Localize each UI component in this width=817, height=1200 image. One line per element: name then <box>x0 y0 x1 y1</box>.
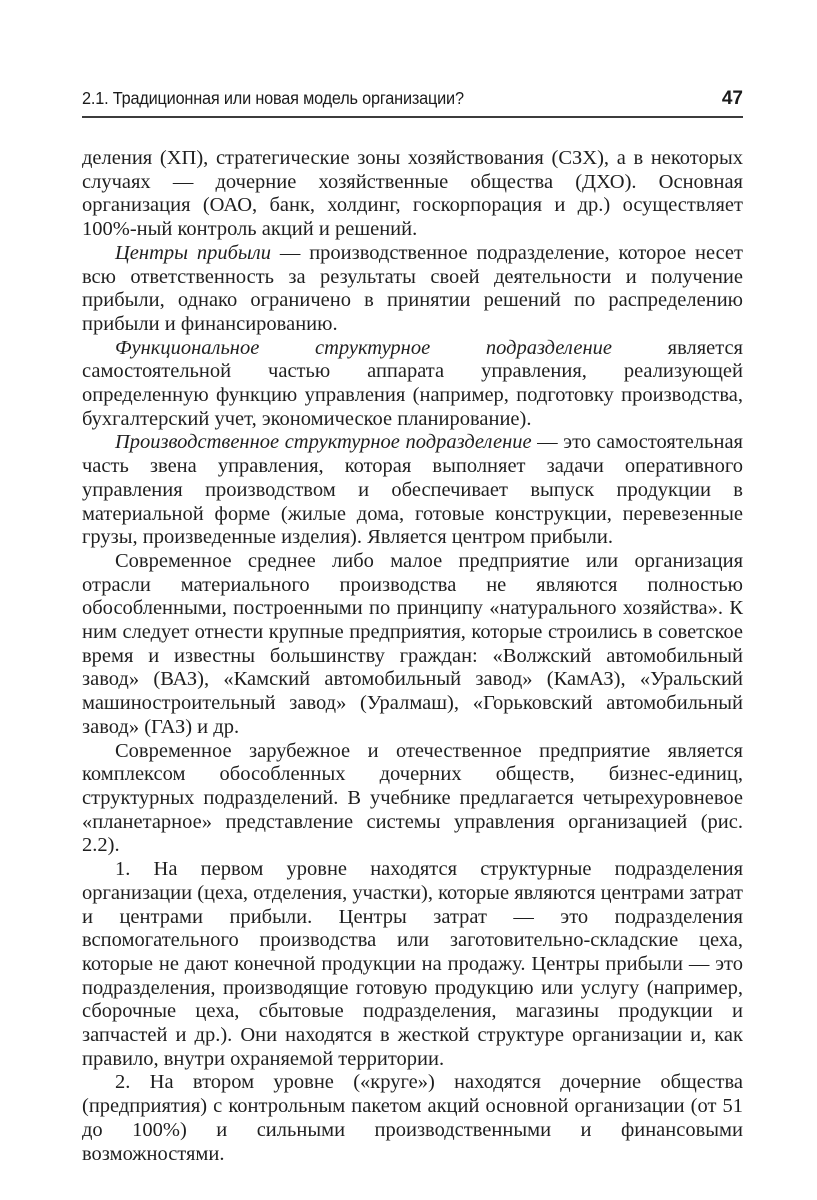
paragraph-lead: Функциональное структурное подразделение <box>115 336 612 359</box>
paragraph-text: является самостоятельной частью аппарата управления, реализующей определенную функцию управления (например, подготовку производства, бухгалтерский учет, экономическое планирование). <box>82 336 743 430</box>
paragraph <box>82 550 743 740</box>
paragraph-text: 1. На первом уровне находятся структурные подразделения организации (цеха, отделения, участки), которые являются центрами затрат и центрами прибыли. Центры затрат — это подразделения вспомогательного производства или заготовительно-складские цеха, которые не дают конечной продукции на продажу. Центры прибыли — это подразделения, производящие готовую продукцию или услугу (например, сборочные цеха, сбытовые подразделения, магазины продукции и запчастей и др.). Они находятся в жесткой структуре организации и, как правило, внутри охраняемой территории. <box>82 858 743 1070</box>
paragraph-lead: Производственное структурное подразделение <box>115 431 532 454</box>
running-header <box>82 88 743 118</box>
paragraph <box>82 740 743 859</box>
paragraph-text: — это самостоятельная часть звена управления, которая выполняет задачи оперативного управления производством и обеспечивает выпуск продукции в материальной форме (жилые дома, готовые конструкции, перевезенные грузы, произведенные изделия). Является центром прибыли. <box>82 431 743 549</box>
body-text <box>82 147 743 1166</box>
paragraph-lead: Центры прибыли <box>115 241 271 264</box>
paragraph-text: деления (ХП), стратегические зоны хозяйствования (СЗХ), а в некоторых случаях — дочерние хозяйственные общества (ДХО). Основная организация (ОАО, банк, холдинг, госкорпорация и др.) осуществляет 100%-ный контроль акций и решений. <box>82 147 743 241</box>
paragraph <box>82 1071 743 1166</box>
paragraph <box>82 242 743 337</box>
running-header-title: 2.1. Традиционная или новая модель организации? <box>82 88 464 108</box>
paragraph <box>82 147 743 242</box>
paragraph-text: 2. На втором уровне («круге») находятся дочерние общества (предприятия) с контрольным пакетом акций основной организации (от 51 до 100%) и сильными производственными и финансовыми возможностями. <box>82 1071 743 1165</box>
paragraph <box>82 337 743 432</box>
paragraph-text: Современное среднее либо малое предприятие или организация отрасли материального производства не являются полностью обособленными, построенными по принципу «натурального хозяйства». К ним следует отнести крупные предприятия, которые строились в советское время и известны большинству граждан: «Волжский автомобильный завод» (ВАЗ), «Камский автомобильный завод» (КамАЗ), «Уральский машиностроительный завод» (Уралмаш), «Горьковский автомобильный завод» (ГАЗ) и др. <box>82 549 743 738</box>
paragraph-text: — производственное подразделение, которое несет всю ответственность за результаты своей деятельности и получение прибыли, однако ограничено в принятии решений по распределению прибыли и финансированию. <box>82 241 743 335</box>
paragraph <box>82 858 743 1071</box>
paragraph <box>82 431 743 550</box>
page-number: 47 <box>721 88 743 109</box>
paragraph-text: Современное зарубежное и отечественное предприятие является комплексом обособленных дочерних обществ, бизнес-единиц, структурных подразделений. В учебнике предлагается четырехуровневое «планетарное» представление системы управления организацией (рис. 2.2). <box>82 739 743 857</box>
